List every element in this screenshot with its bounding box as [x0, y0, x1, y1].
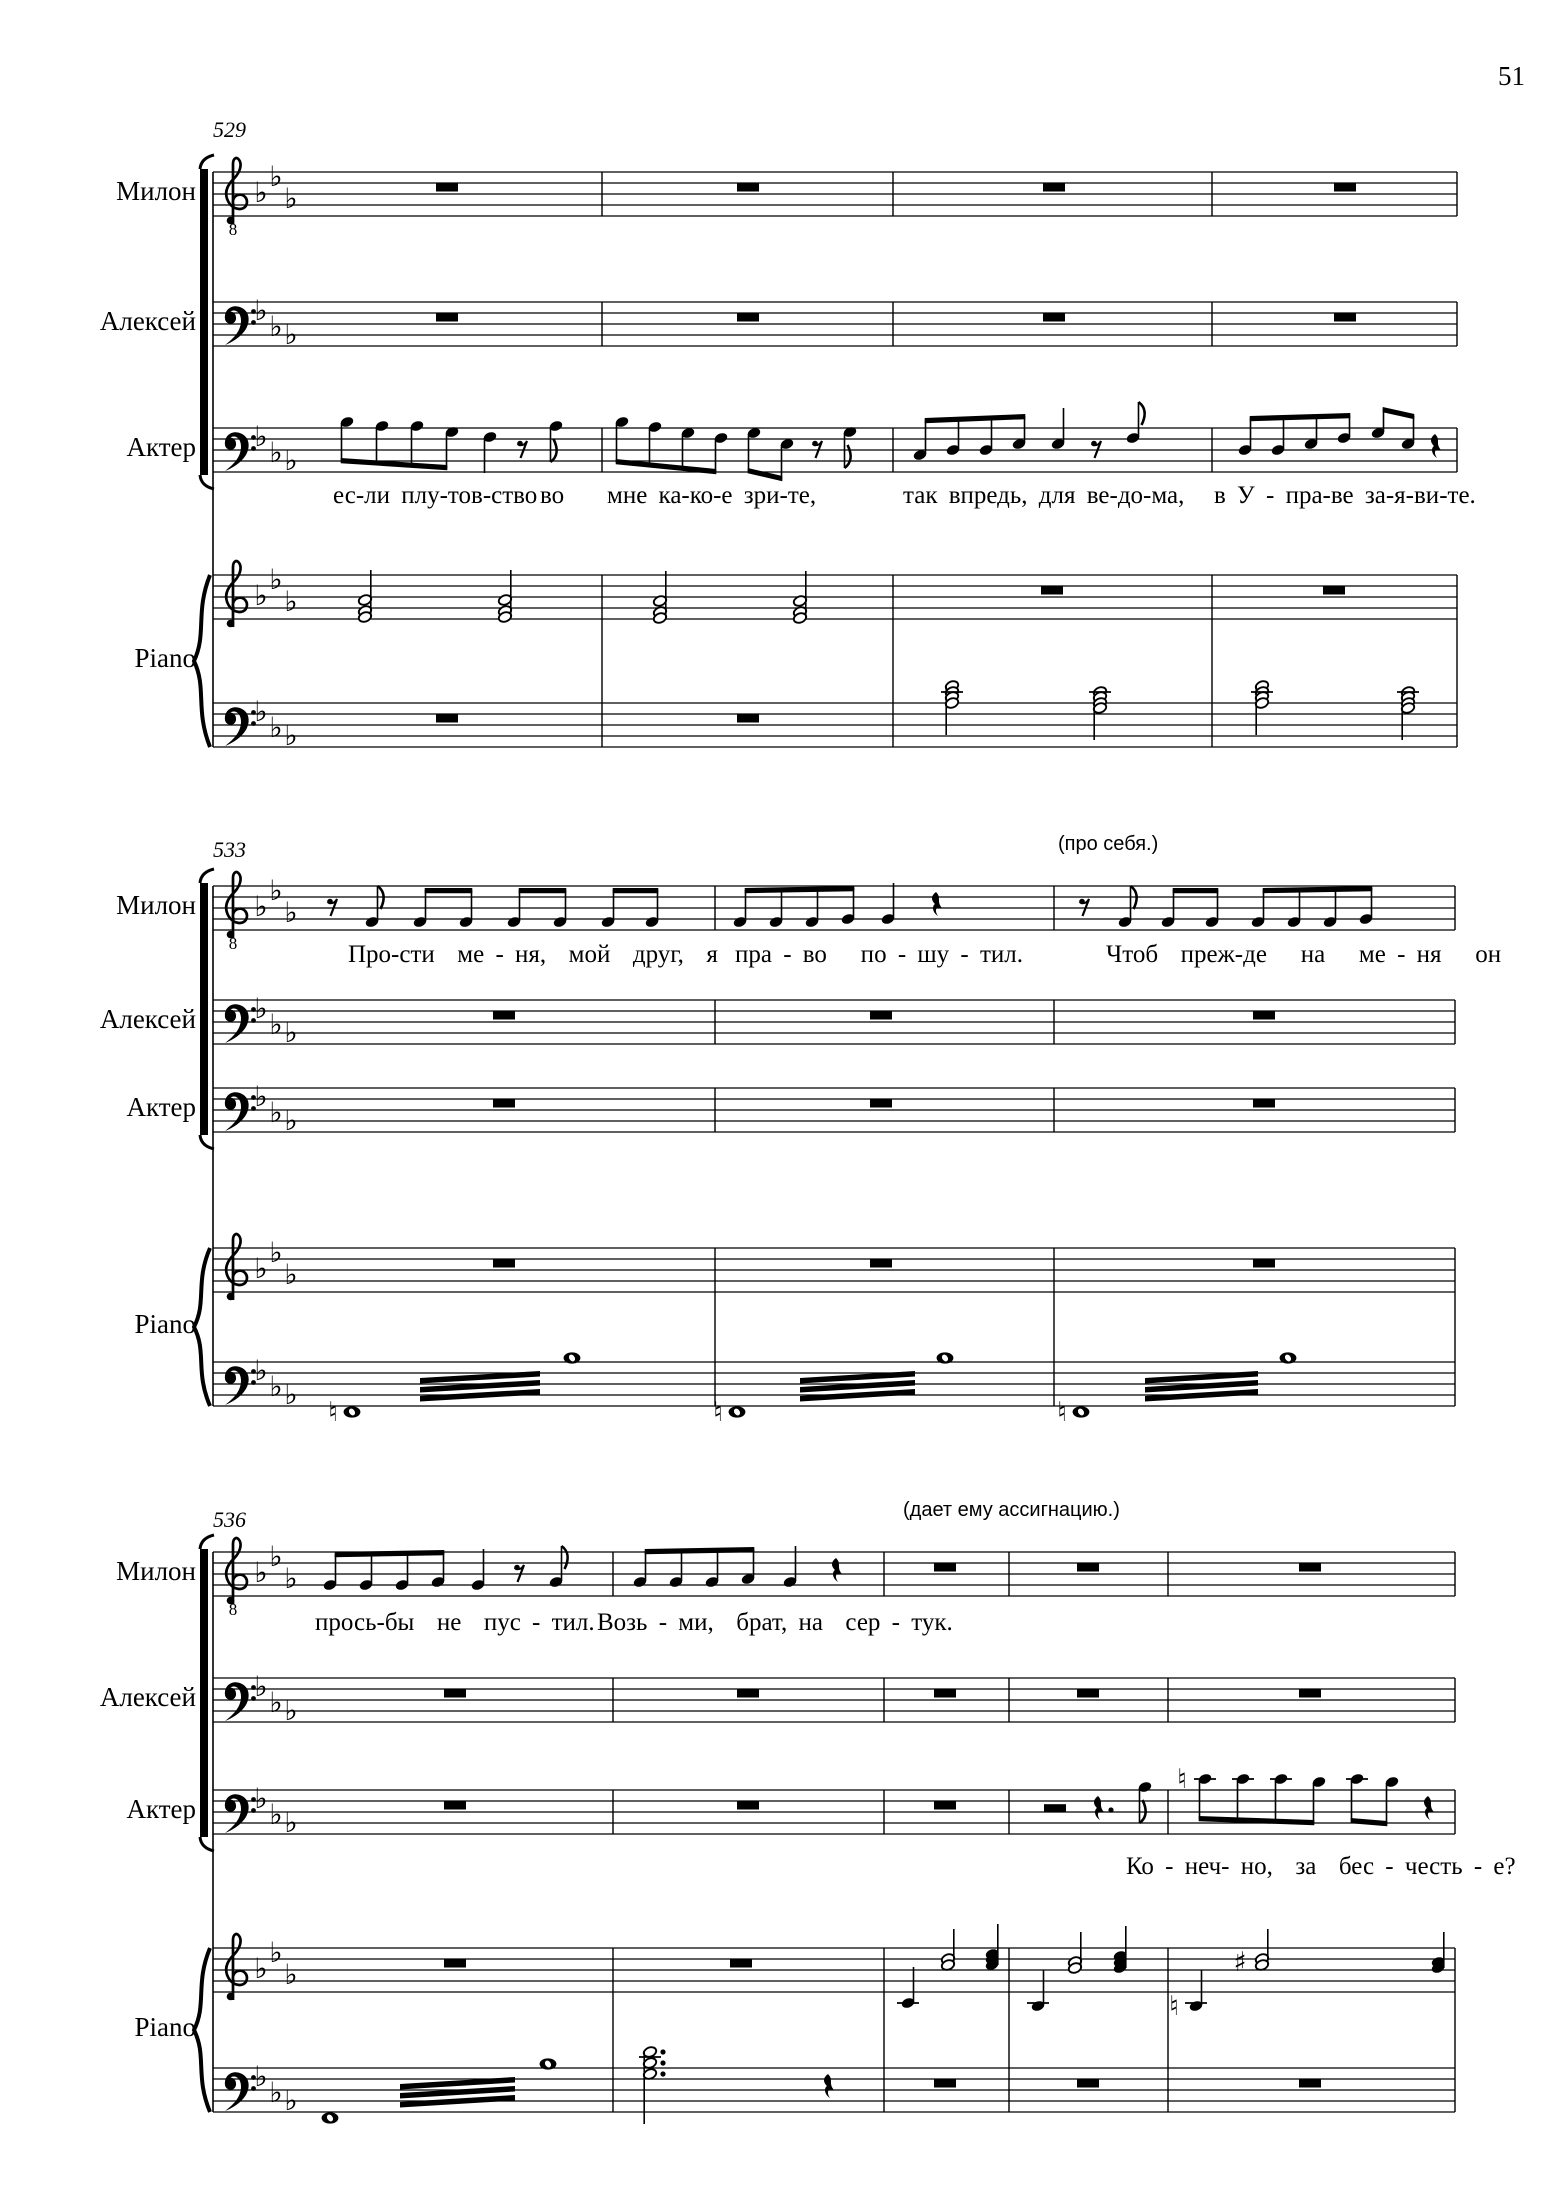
staff-label-akter-3: Актер: [126, 1794, 196, 1824]
svg-text:8: 8: [228, 220, 238, 239]
lyric-line: Про-сти ме - ня, мой друг, я: [348, 941, 718, 968]
svg-text:♭: ♭: [284, 1806, 298, 1839]
svg-text:♭: ♭: [269, 1936, 283, 1969]
svg-text:♭: ♭: [254, 1252, 268, 1285]
svg-text:8: 8: [228, 934, 238, 953]
svg-text:♭: ♭: [284, 1016, 298, 1049]
svg-text:♭: ♭: [284, 1104, 298, 1137]
lyric-line: пра - во по - шу - тил.: [735, 941, 1023, 968]
piano-brace: [194, 1248, 210, 1406]
staff-милон-536: [226, 1538, 1321, 1619]
svg-text:8: 8: [228, 1600, 238, 1619]
svg-text:♭: ♭: [284, 896, 298, 929]
staff-piano-533: [226, 1234, 1275, 1300]
staff-label-milon-2: Милон: [116, 890, 196, 920]
svg-text:♭: ♭: [254, 420, 268, 453]
staff-label-piano-2: Piano: [134, 1309, 196, 1339]
svg-text:♯: ♯: [1233, 1947, 1247, 1978]
svg-text:♭: ♭: [254, 1556, 268, 1589]
piano-brace: [194, 1948, 210, 2112]
staff-piano-lh-533: [225, 1352, 1296, 1428]
svg-text:♭: ♭: [269, 310, 283, 343]
svg-text:♮: ♮: [328, 1397, 338, 1428]
lyric-line: ес-ли плу-тов-ство: [333, 482, 538, 509]
svg-text:♭: ♭: [254, 2060, 268, 2093]
svg-text:♭: ♭: [284, 1562, 298, 1595]
svg-text:♭: ♭: [254, 1952, 268, 1985]
measure-number-533: 533: [213, 837, 246, 862]
svg-text:♭: ♭: [269, 2076, 283, 2109]
measure-number-529: 529: [213, 117, 246, 142]
svg-text:♭: ♭: [284, 1694, 298, 1727]
svg-text:♭: ♭: [254, 1670, 268, 1703]
svg-text:♭: ♭: [269, 711, 283, 744]
staff-piano-529: [226, 561, 1345, 627]
vocal-bracket: [200, 169, 208, 475]
lyric-line: Чтоб преж-де на ме - ня он: [1106, 941, 1502, 968]
svg-text:♭: ♭: [269, 874, 283, 907]
svg-text:♭: ♭: [254, 176, 268, 209]
staff-label-akter-2: Актер: [126, 1092, 196, 1122]
svg-text:♭: ♭: [269, 160, 283, 193]
staff-label-aleksey-1: Алексей: [99, 306, 196, 336]
svg-text:♭: ♭: [254, 890, 268, 923]
svg-text:♭: ♭: [284, 1378, 298, 1411]
stage-direction-aside: (про себя.): [1058, 833, 1159, 855]
svg-text:♭: ♭: [269, 1370, 283, 1403]
svg-text:♭: ♭: [254, 695, 268, 728]
svg-text:♭: ♭: [254, 579, 268, 612]
staff-label-aleksey-3: Алексей: [99, 1682, 196, 1712]
svg-text:♮: ♮: [1057, 1397, 1067, 1428]
svg-text:♭: ♭: [269, 436, 283, 469]
svg-text:♭: ♭: [254, 1354, 268, 1387]
svg-text:♭: ♭: [284, 719, 298, 752]
staff-label-piano-3: Piano: [134, 2012, 196, 2042]
lyric-line: Ко - неч- но, за бес - честь - е?: [1126, 1853, 1516, 1880]
svg-text:♭: ♭: [284, 1258, 298, 1291]
svg-text:♭: ♭: [284, 318, 298, 351]
svg-text:♭: ♭: [269, 1540, 283, 1573]
system-529: [194, 155, 1457, 752]
svg-text:♭: ♭: [269, 563, 283, 596]
svg-text:♭: ♭: [269, 1798, 283, 1831]
svg-text:♮: ♮: [713, 1397, 723, 1428]
lyric-line: Возь - ми, брат, на сер - тук.: [597, 1609, 953, 1636]
svg-text:♭: ♭: [254, 294, 268, 327]
lyric-line: в У - пра-ве за-я-ви-те.: [1214, 482, 1476, 509]
svg-text:♭: ♭: [284, 182, 298, 215]
staff-label-aleksey-2: Алексей: [99, 1004, 196, 1034]
lyric-line: так впредь, для ве-до-ма,: [903, 482, 1185, 509]
staff-piano-lh-529: [225, 680, 1419, 752]
svg-text:♭: ♭: [284, 585, 298, 618]
vocal-bracket: [200, 883, 208, 1135]
svg-text:♭: ♭: [284, 444, 298, 477]
staff-label-akter-1: Актер: [126, 432, 196, 462]
staff-актер-529: [225, 402, 1441, 481]
piano-brace: [194, 575, 210, 747]
measure-number-536: 536: [213, 1507, 246, 1532]
svg-text:♭: ♭: [269, 1096, 283, 1129]
stage-direction-banknote: (дает ему ассигнацию.): [903, 1499, 1120, 1521]
svg-text:♭: ♭: [254, 992, 268, 1025]
lyric-line: во: [540, 482, 565, 509]
svg-text:♮: ♮: [1177, 1764, 1187, 1795]
vocal-bracket: [200, 1549, 208, 1837]
svg-text:♭: ♭: [284, 1958, 298, 1991]
svg-text:♭: ♭: [269, 1236, 283, 1269]
svg-text:♭: ♭: [254, 1080, 268, 1113]
staff-piano-536: [226, 1924, 1445, 2022]
staff-label-milon-1: Милон: [116, 176, 196, 206]
lyric-line: прось-бы не пус - тил.: [315, 1609, 595, 1636]
svg-text:♭: ♭: [269, 1008, 283, 1041]
svg-text:♭: ♭: [254, 1782, 268, 1815]
svg-text:♮: ♮: [1169, 1991, 1179, 2022]
staff-милон-529: [226, 158, 1356, 239]
svg-text:♭: ♭: [269, 1686, 283, 1719]
staff-label-piano-1: Piano: [134, 643, 196, 673]
svg-text:♭: ♭: [284, 2084, 298, 2117]
staff-label-milon-3: Милон: [116, 1556, 196, 1586]
page-number: 51: [1498, 61, 1525, 91]
lyric-line: мне ка-ко-е зри-те,: [607, 482, 817, 509]
